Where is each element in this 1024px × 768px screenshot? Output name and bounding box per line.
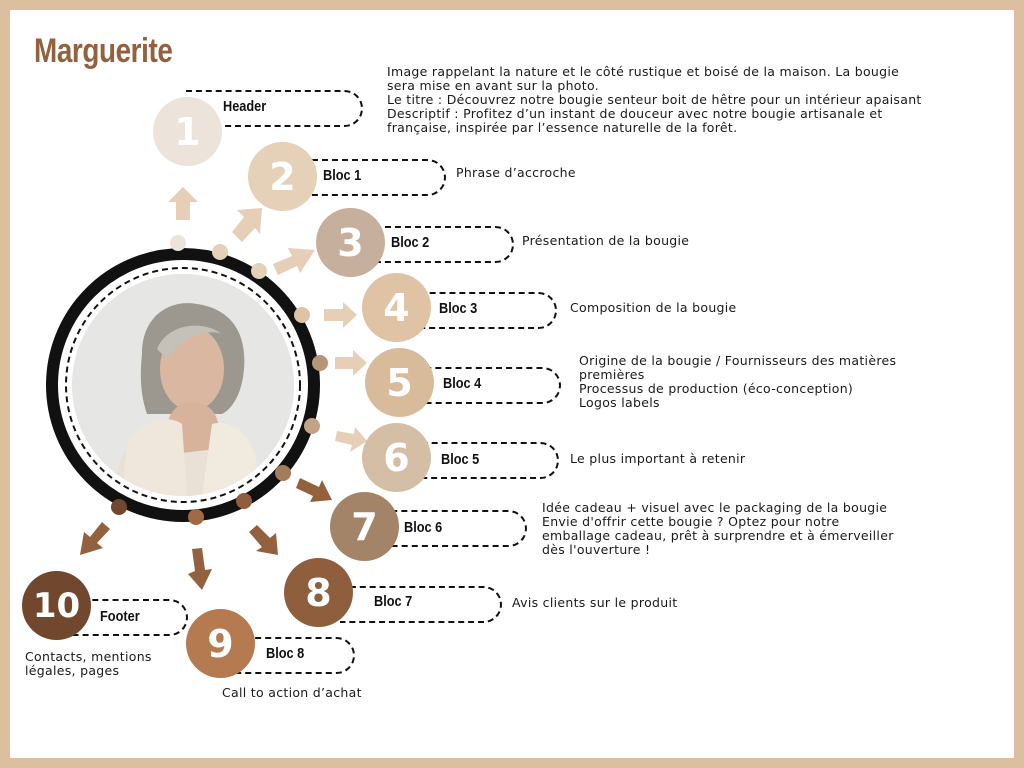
section-description-line: Idée cadeau + visuel avec le packaging de la bougie	[542, 500, 888, 515]
section-number-6-text: 6	[383, 435, 410, 480]
arrow-7	[296, 478, 332, 502]
section-description-line: emballage cadeau, prêt à surprendre et à émerveiller	[542, 528, 894, 543]
section-label-bloc-6: Bloc 6	[404, 519, 443, 536]
section-number-1	[153, 97, 222, 166]
section-description-bloc-1	[456, 166, 576, 180]
section-label-header: Header	[223, 98, 267, 115]
arrow-3	[273, 248, 315, 275]
section-number-10-text: 10	[32, 585, 81, 626]
section-label-bloc-4: Bloc 4	[443, 375, 482, 392]
section-description-line: Processus de production (éco-conception)	[579, 381, 854, 396]
section-number-8-text: 8	[305, 570, 332, 615]
arrow-4	[324, 302, 357, 328]
section-number-8	[284, 558, 353, 627]
section-description-bloc-2	[522, 234, 689, 248]
ring-dot-6	[304, 418, 320, 434]
section-description-line: Présentation de la bougie	[522, 233, 690, 248]
pill-bloc-7	[340, 586, 502, 623]
ring-dot-5	[312, 355, 328, 371]
section-number-9-text: 9	[207, 621, 234, 666]
section-description-bloc-3	[570, 301, 737, 315]
header-description-line: française, inspirée par l’essence naturelle de la forêt.	[387, 120, 738, 135]
section-label-bloc-1: Bloc 1	[323, 167, 362, 184]
section-description-line: Phrase d’accroche	[456, 165, 576, 180]
header-description-line: sera mise en avant sur la photo.	[387, 78, 599, 93]
section-label-footer: Footer	[100, 608, 140, 625]
section-description-line: dès l'ouverture !	[542, 542, 651, 557]
section-number-7-text: 7	[351, 504, 378, 549]
ring-dot-9	[188, 509, 204, 525]
header-description-line: Image rappelant la nature et le côté rustique et boisé de la maison. La bougie	[387, 64, 900, 79]
section-description-line: premières	[579, 367, 645, 382]
section-description-bloc-5	[570, 452, 745, 466]
arrow-5	[335, 350, 367, 376]
section-label-bloc-2: Bloc 2	[391, 234, 430, 251]
ring-dot-4	[294, 307, 310, 323]
ring-dot-2	[212, 244, 228, 260]
section-label-bloc-3: Bloc 3	[439, 300, 478, 317]
section-description-line: Contacts, mentions	[25, 649, 152, 664]
section-description-line: Envie d'offrir cette bougie ? Optez pour notre	[542, 514, 840, 529]
section-description-bloc-7	[512, 596, 677, 610]
ring-dot-1	[170, 235, 186, 251]
section-number-3-text: 3	[337, 220, 364, 265]
section-number-6	[362, 423, 431, 492]
section-description-line: Logos labels	[579, 395, 660, 410]
section-description-footer	[25, 650, 185, 678]
section-description-bloc-8	[222, 686, 362, 700]
arrow-1	[168, 187, 198, 220]
page-title: Marguerite	[34, 32, 173, 70]
section-description-bloc-6	[542, 501, 952, 557]
section-label-bloc-5: Bloc 5	[441, 451, 480, 468]
section-description-line: Composition de la bougie	[570, 300, 737, 315]
header-description-line: Le titre : Découvrez notre bougie senteur boit de hêtre pour un intérieur apaisant	[387, 92, 922, 107]
arrow-10	[80, 522, 110, 555]
section-number-4	[362, 273, 431, 342]
infographic-canvas	[10, 10, 1014, 758]
section-number-4-text: 4	[383, 285, 410, 330]
section-description-line: Avis clients sur le produit	[512, 595, 678, 610]
arrow-9	[188, 548, 212, 590]
portrait-photo	[72, 274, 294, 496]
section-number-1-text: 1	[174, 109, 201, 154]
section-number-3	[316, 208, 385, 277]
arrow-2	[232, 208, 262, 242]
section-description-line: Le plus important à retenir	[570, 451, 746, 466]
section-number-7	[330, 492, 399, 561]
section-description-bloc-4	[579, 354, 939, 410]
section-description-line: Call to action d’achat	[222, 685, 362, 700]
section-description-line: Origine de la bougie / Fournisseurs des matières	[579, 353, 897, 368]
section-number-2	[248, 142, 317, 211]
header-description-line: Descriptif : Profitez d’un instant de douceur avec notre bougie artisanale et	[387, 106, 883, 121]
ring-dot-10	[111, 499, 127, 515]
section-number-2-text: 2	[269, 154, 296, 199]
section-label-bloc-8: Bloc 8	[266, 645, 305, 662]
section-number-5-text: 5	[386, 360, 413, 405]
arrow-8	[249, 525, 278, 555]
section-number-9	[186, 609, 255, 678]
section-number-5	[365, 348, 434, 417]
section-description-line: légales, pages	[25, 663, 120, 678]
section-number-10	[22, 571, 91, 640]
section-label-bloc-7: Bloc 7	[374, 593, 413, 610]
